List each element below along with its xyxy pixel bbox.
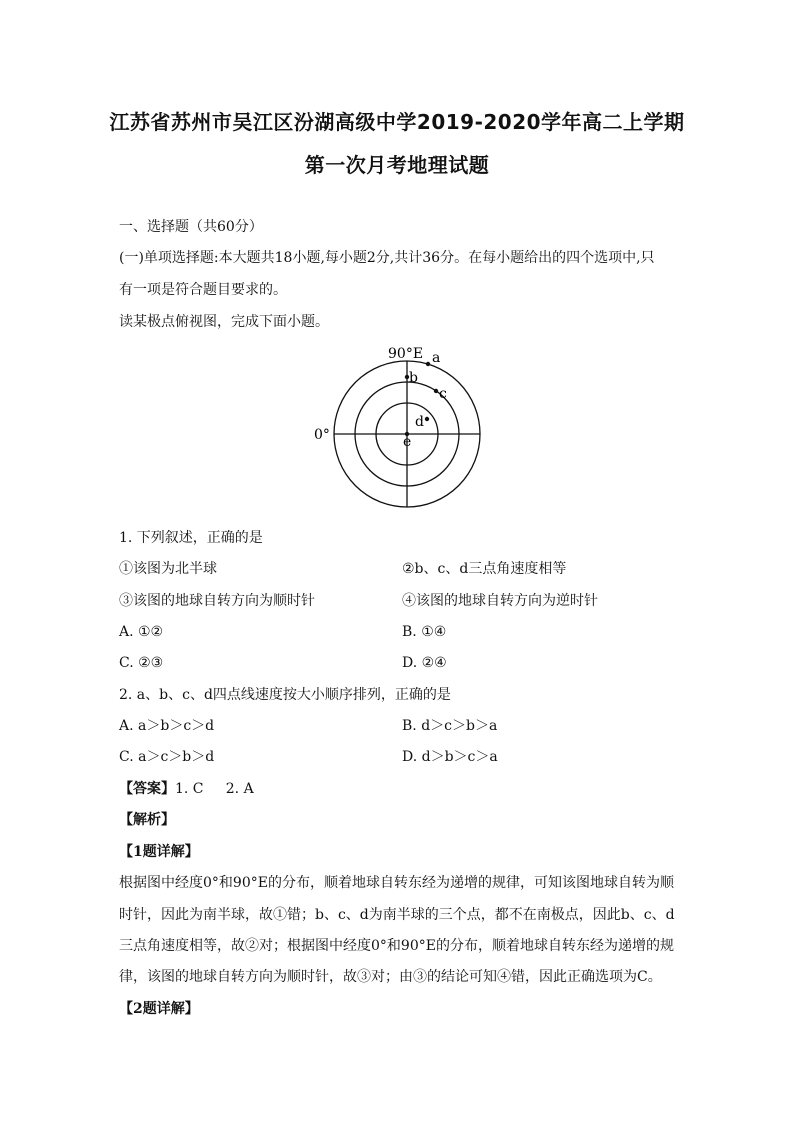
q2-option-d: D. d＞b＞c＞a xyxy=(402,749,498,765)
answer-text: 1. C 2. A xyxy=(175,781,254,797)
q2-option-b: B. d＞c＞b＞a xyxy=(402,718,498,734)
point-a xyxy=(426,362,430,366)
answer-line xyxy=(119,779,254,799)
label-d: d xyxy=(415,414,424,430)
label-b: b xyxy=(409,370,418,386)
exam-title-line2: 第一次月考地理试题 xyxy=(304,153,490,177)
q1-statement-4: ④该图的地球自转方向为逆时针 xyxy=(402,593,598,609)
label-a: a xyxy=(432,350,441,366)
q1-statement-2: ②b、c、d三点角速度相等 xyxy=(402,561,567,577)
label-0deg: 0° xyxy=(314,427,330,443)
q1-stem: 1. 下列叙述，正确的是 xyxy=(119,530,263,546)
q1-detail-label: 【1题详解】 xyxy=(119,844,199,860)
q1-detail-line2: 时针，因此为南半球，故①错；b、c、d为南半球的三个点，都不在南极点，因此b、c、d xyxy=(119,907,675,923)
q1-statement-3: ③该图的地球自转方向为顺时针 xyxy=(119,593,315,609)
analysis-label: 【解析】 xyxy=(119,812,175,828)
point-c xyxy=(434,389,438,393)
q1-option-c: C. ②③ xyxy=(119,655,164,671)
question-prompt: 读某极点俯视图，完成下面小题。 xyxy=(119,314,329,330)
label-90e: 90°E xyxy=(388,346,424,362)
q2-stem: 2. a、b、c、d四点线速度按大小顺序排列，正确的是 xyxy=(119,687,451,703)
q1-option-a: A. ①② xyxy=(119,624,164,640)
polar-view-diagram xyxy=(310,340,500,520)
exam-title-line1: 江苏省苏州市吴江区汾湖高级中学2019-2020学年高二上学期 xyxy=(109,110,685,134)
q1-statement-1: ①该图为北半球 xyxy=(119,561,217,577)
point-d xyxy=(425,417,429,421)
label-e: e xyxy=(403,434,412,450)
q1-option-b: B. ①④ xyxy=(402,624,447,640)
q1-detail-line1: 根据图中经度0°和90°E的分布，顺着地球自转东经为递增的规律，可知该图地球自转为顺 xyxy=(119,875,674,891)
instruction-line2: 有一项是符合题目要求的。 xyxy=(119,282,287,298)
q1-detail-line3: 三点角速度相等，故②对；根据图中经度0°和90°E的分布，顺着地球自转东经为递增的规 xyxy=(119,938,674,954)
q1-option-d: D. ②④ xyxy=(402,655,447,671)
q2-detail-label: 【2题详解】 xyxy=(119,1001,199,1017)
q2-option-c: C. a＞c＞b＞d xyxy=(119,749,215,765)
q2-option-a: A. a＞b＞c＞d xyxy=(119,718,215,734)
label-c: c xyxy=(439,386,447,402)
q1-detail-line4: 律，该图的地球自转方向为顺时针，故③对；由③的结论可知④错，因此正确选项为C。 xyxy=(119,969,662,985)
instruction-line1: (一)单项选择题:本大题共18小题,每小题2分,共计36分。在每小题给出的四个选项中,只 xyxy=(119,250,655,266)
answer-label: 【答案】 xyxy=(119,781,175,797)
section-heading: 一、选择题（共60分） xyxy=(119,219,263,235)
